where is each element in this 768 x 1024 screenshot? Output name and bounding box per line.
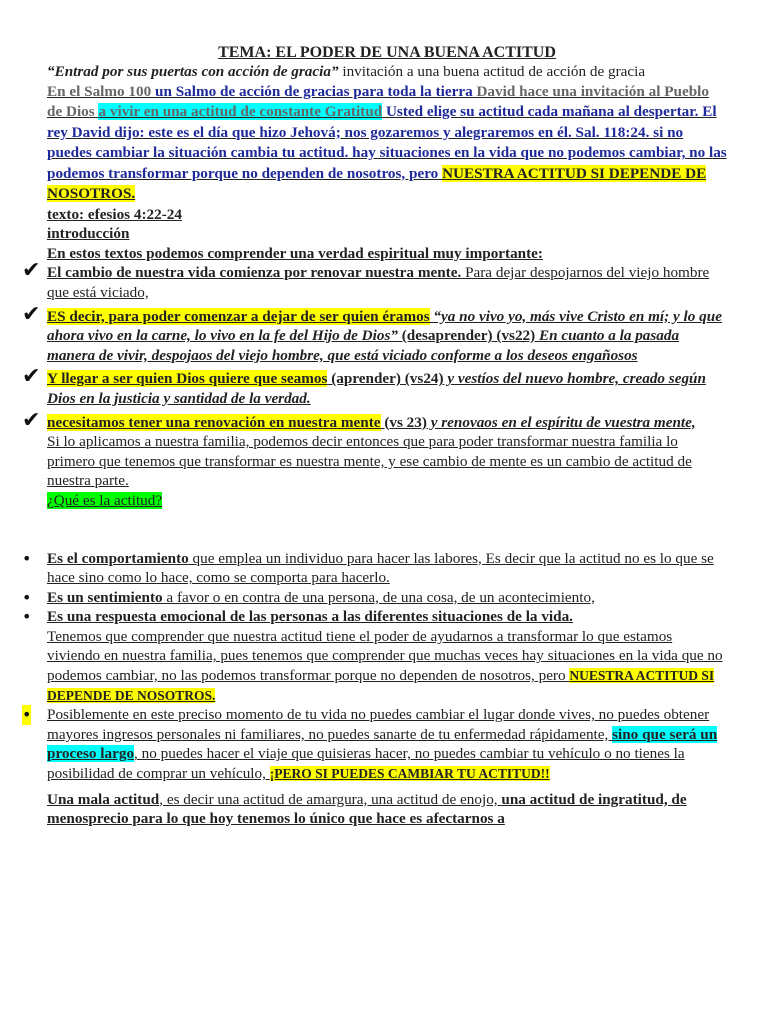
bullet-1-rest: que emplea un individuo para hacer las labores, Es decir que la actitud no es lo que se hace sino como lo hace, como se comporta para hacerlo. [47, 549, 714, 587]
salmo-paragraph [47, 82, 727, 205]
bullet-2-bold: Es un sentimiento [47, 588, 163, 606]
bullet-4-highlight: sino que será un proceso largo [47, 725, 718, 763]
checkmark-icon: ✔ [22, 407, 41, 433]
checkmark-icon: ✔ [22, 258, 41, 284]
check-1-bold: El cambio de nuestra vida comienza por renovar nuestra mente. [47, 264, 462, 282]
salmo-body: Usted elige su actitud cada mañana al despertar. El rey David dijo: este es el día que hizo Jehová; nos gozaremos y alegraremos en él. Sal. 118:24. si no puedes cambiar la situación cambia tu actitud. hay situaciones en la vida que no podemos cambiar, no las podemos transformar porque no dependen de nosotros, pero [47, 103, 727, 182]
bullet-3-continuation [47, 627, 727, 705]
check-4-highlight: necesitamos tener una renovación en nuestra mente [47, 413, 381, 431]
mala-actitud-paragraph [47, 790, 727, 829]
check-item-aprender [22, 364, 727, 408]
introduccion-heading: introducción [47, 225, 130, 243]
bullet-3-highlight: NUESTRA ACTITUD SI DEPENDE DE NOSOTROS. [47, 668, 715, 703]
bullet-comportamiento [22, 548, 727, 588]
actitud-question-text: ¿Qué es la actitud? [47, 491, 163, 509]
mala-1: Una mala actitud [47, 790, 160, 808]
check-2-highlight: ES decir, para poder comenzar a dejar de ser quien éramos [47, 307, 430, 325]
bullet-2-rest: a favor o en contra de una persona, de una cosa, de un acontecimiento, [162, 588, 595, 606]
intro-rest: invitación a una buena actitud de acción de gracia [338, 63, 646, 80]
salmo-description: un Salmo de acción de gracias para toda la tierra [155, 82, 473, 100]
salmo-invitation: David hace una invitación al Pueblo de Dios [47, 82, 709, 121]
check-2-quote: “ya no vivo yo, más vive Cristo en mí; y lo que ahora vivo en la carne, lo vivo en la fe del Hijo de Dios” [47, 307, 722, 345]
mala-3: una actitud de ingratitud, de menosprecio para lo que hoy tenemos lo único que hace es afectarnos a [47, 790, 687, 828]
check-item-cambio [22, 258, 727, 302]
bullet-icon: • [22, 548, 32, 568]
salmo-gratitud: a vivir en una actitud de constante Gratitud [98, 103, 383, 121]
intro-quote: “Entrad por sus puertas con acción de gracia” [47, 63, 339, 80]
check-item-desaprender [22, 301, 727, 366]
intro-paragraph [47, 62, 727, 82]
bullet-posiblemente [22, 705, 727, 783]
verdad-statement: En estos textos podemos comprender una verdad espiritual muy importante: [47, 244, 543, 262]
bullet-icon: • [22, 607, 32, 627]
bullet-4-end: ¡PERO SI PUEDES CAMBIAR TU ACTITUD!! [269, 766, 550, 782]
check-2-mid: (desaprender) (vs22) [397, 327, 536, 345]
check-3-end: y vestíos del nuevo hombre, creado según Dios en la justicia y santidad de la verdad. [47, 370, 706, 407]
bullet-4-rest: , no puedes hacer el viaje que quisieras hacer, no puedes cambiar tu vehículo o no tienes la posibilidad de comprar un vehículo, [47, 745, 685, 783]
bullet-respuesta [22, 607, 727, 627]
salmo-ref: En el Salmo 100 [47, 82, 156, 100]
bullet-3-rest: Tenemos que comprender que nuestra actitud tiene el poder de ayudarnos a transformar lo que estamos viviendo en nuestra familia, pues tenemos que comprender que muchas veces hay situaciones en la vida que no podemos cambiar, no las podemos transformar porque no dependen de nosotros, pero [47, 627, 723, 685]
check-item-renovacion [22, 407, 727, 433]
check-3-mid: (aprender) (vs24) [327, 370, 444, 388]
checkmark-icon: ✔ [22, 301, 41, 327]
checkmark-icon: ✔ [22, 364, 41, 390]
check-4-end: y renovaos en el espíritu de vuestra mente, [426, 413, 696, 431]
bullet-sentimiento [22, 587, 727, 608]
bullet-4-start: Posiblemente en este preciso momento de tu vida no puedes cambiar el lugar donde vives, no puedes obtener mayores ingresos personales ni familiares, no puedes sanarte de tu enfermedad rápidamente, [47, 706, 710, 743]
texto-reference: texto: efesios 4:22-24 [47, 205, 182, 223]
check-2-end: En cuanto a la pasada manera de vivir, despojaos del viejo hombre, que está viciado conforme a los deseos engañosos [47, 327, 680, 364]
document-title: TEMA: EL PODER DE UNA BUENA ACTITUD [218, 44, 556, 61]
bullet-1-bold: Es el comportamiento [47, 549, 189, 567]
bullet-icon: • [22, 587, 32, 607]
document-page [22, 43, 727, 829]
check-3-highlight: Y llegar a ser quien Dios quiere que seamos [47, 370, 328, 388]
check-4-mid: (vs 23) [380, 413, 427, 431]
actitud-question [47, 491, 727, 511]
bullet-icon: • [22, 705, 32, 725]
bullet-3-bold: Es una respuesta emocional de las personas a las diferentes situaciones de la vida. [47, 608, 573, 626]
mala-2: , es decir una actitud de amargura, una actitud de enojo, [159, 790, 502, 808]
familia-paragraph: Si lo aplicamos a nuestra familia, podemos decir entonces que para poder transformar nuestra familia lo primero que tenemos que transformar es nuestra mente, y ese cambio de mente es un cambio de actitud de nuestra parte. [47, 433, 692, 490]
check-1-rest: Para dejar despojarnos del viejo hombre que está viciado, [47, 264, 710, 301]
salmo-actitud-highlight: NUESTRA ACTITUD SI DEPENDE DE NOSOTROS. [47, 164, 707, 203]
